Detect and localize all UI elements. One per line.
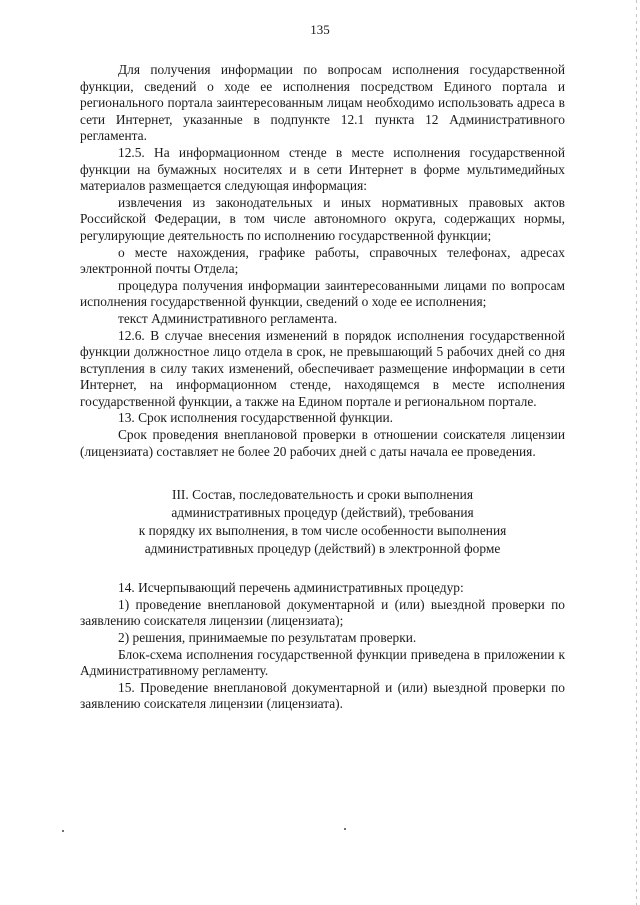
paragraph: Срок проведения внеплановой проверки в отношении соискателя лицензии (лицензиата) составляет не более 20 рабочих дней с даты начала ее проведения. xyxy=(80,427,565,459)
scan-speck xyxy=(62,830,64,832)
paragraph: Блок-схема исполнения государственной функции приведена в приложении к Административному регламенту. xyxy=(80,646,565,679)
section-heading-line: к порядку их выполнения, в том числе особенности выполнения xyxy=(138,523,507,539)
scan-speck xyxy=(344,828,346,830)
scan-edge-shadow xyxy=(636,0,637,905)
paragraph: процедура получения информации заинтересованными лицами по вопросам исполнения государственной функции, сведений о ходе ее исполнения; xyxy=(80,277,565,310)
document-body xyxy=(80,62,565,713)
section-heading-line: III. Состав, последовательность и сроки выполнения xyxy=(172,487,473,503)
section-heading-line: административных процедур (действий), требования xyxy=(171,505,474,521)
page-number: 135 xyxy=(310,22,330,37)
paragraph: 12.6. В случае внесения изменений в порядок исполнения государственной функции должностное лицо отдела в срок, не превышающий 5 рабочих дней со дня вступления в силу таких изменений, обеспечивает размещение информации в сети Интернет, на информационном стенде, находящемся в месте исполнения государственной функции, а также на Едином портале и региональном портале. xyxy=(80,327,565,409)
paragraph: извлечения из законодательных и иных нормативных правовых актов Российской Федерации, в том числе автономного округа, содержащих нормы, регулирующие деятельность по исполнению государственной функции; xyxy=(80,194,565,243)
paragraph: 2) решения, принимаемые по результатам проверки. xyxy=(118,630,417,646)
paragraph: 15. Проведение внеплановой документарной и (или) выездной проверки по заявлению соискателя лицензии (лицензиата). xyxy=(80,679,565,712)
paragraph: о месте нахождения, графике работы, справочных телефонах, адресах электронной почты Отдела; xyxy=(80,244,565,277)
section-heading-line: административных процедур (действий) в электронной форме xyxy=(144,541,501,557)
paragraph: 13. Срок исполнения государственной функции. xyxy=(118,410,394,426)
paragraph: текст Административного регламента. xyxy=(118,310,338,326)
paragraph: Для получения информации по вопросам исполнения государственной функции, сведений о ходе ее исполнения посредством Единого портала и регионального портала заинтересованным лицам необходимо использовать адреса в сети Интернет, указанные в подпункте 12.1 пункта 12 Административного регламента. xyxy=(80,62,565,144)
section-heading xyxy=(80,486,565,558)
paragraph: 14. Исчерпывающий перечень административных процедур: xyxy=(118,580,464,596)
paragraph: 1) проведение внеплановой документарной и (или) выездной проверки по заявлению соискателя лицензии (лицензиата); xyxy=(80,596,565,629)
paragraph: 12.5. На информационном стенде в месте исполнения государственной функции на бумажных носителях и в сети Интернет в форме мультимедийных материалов размещается следующая информация: xyxy=(80,144,565,194)
